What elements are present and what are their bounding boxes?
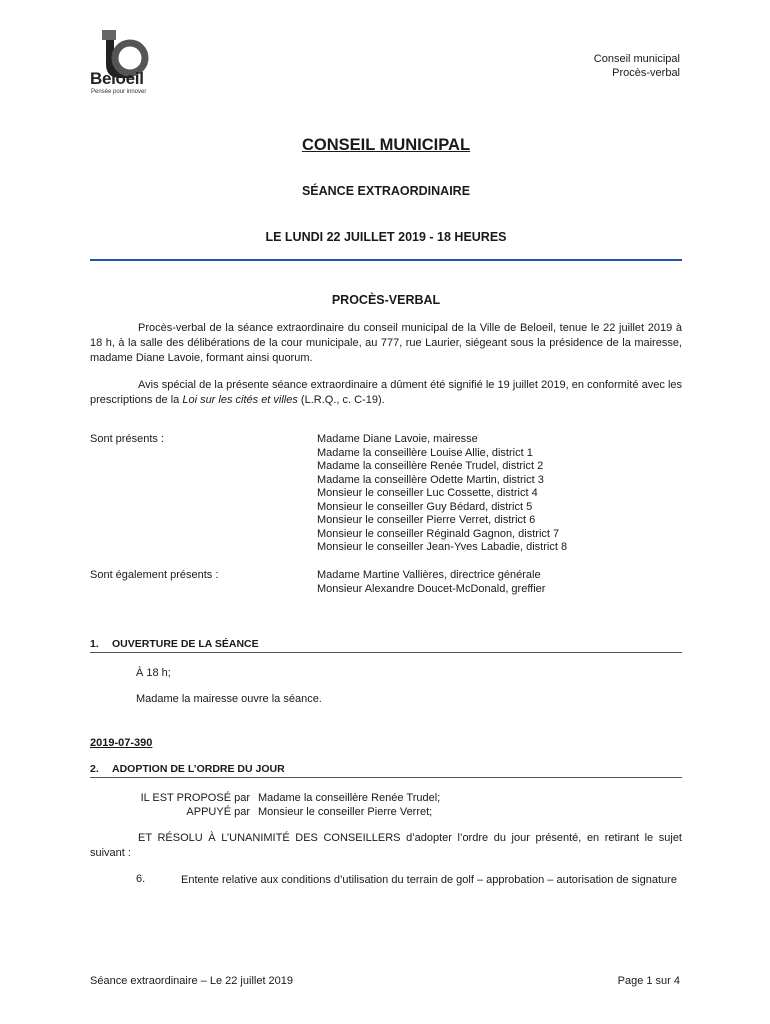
list-item: Madame la conseillère Louise Allie, district 1	[317, 446, 533, 459]
present-list	[317, 433, 567, 555]
notice-paragraph: Avis spécial de la présente séance extraordinaire a dûment été signifié le 19 juillet 2019, en conformité avec les prescriptions de la Loi sur les cités et villes (L.R.Q., c. C-19).	[90, 379, 682, 406]
minutes-heading: PROCÈS-VERBAL	[331, 293, 441, 307]
resolution-number: 2019-07-390	[90, 737, 153, 749]
also-present-label: Sont également présents :	[90, 569, 219, 581]
resolution-paragraph: ET RÉSOLU À L’UNANIMITÉ DES CONSEILLERS d’adopter l’ordre du jour présenté, en retirant le sujet suivant :	[90, 832, 682, 859]
list-item: Monsieur Alexandre Doucet-McDonald, greffier	[317, 582, 546, 595]
list-item: Monsieur le conseiller Luc Cossette, district 4	[317, 487, 538, 499]
removed-item-number: 6.	[136, 873, 146, 885]
proposal-labels	[90, 791, 250, 819]
header-line-2: Procès-verbal	[612, 67, 680, 79]
section-heading-1: 1. OUVERTURE DE LA SÉANCE	[90, 638, 682, 653]
session-type: SÉANCE EXTRAORDINAIRE	[301, 184, 471, 198]
page-number: Page 1 sur 4	[617, 975, 680, 987]
footer-session: Séance extraordinaire – Le 22 juillet 2019	[90, 975, 294, 987]
proposed-by: Madame la conseillère Renée Trudel;	[258, 792, 441, 804]
present-label: Sont présents :	[90, 433, 164, 445]
header-line-1: Conseil municipal	[593, 53, 680, 65]
title-divider	[90, 259, 682, 261]
list-item: Monsieur le conseiller Pierre Verret, district 6	[317, 514, 536, 526]
document-title: CONSEIL MUNICIPAL	[301, 136, 471, 154]
proposed-label: IL EST PROPOSÉ par	[140, 792, 250, 804]
logo-tagline: Pensée pour innover	[91, 89, 147, 95]
document-header-right	[594, 52, 680, 80]
list-item: Madame Diane Lavoie, mairesse	[317, 433, 478, 445]
list-item: Madame la conseillère Renée Trudel, district 2	[317, 460, 544, 472]
list-item: Monsieur le conseiller Guy Bédard, district 5	[317, 500, 533, 513]
opening-statement: Madame la mairesse ouvre la séance.	[136, 693, 322, 705]
session-date: LE LUNDI 22 JUILLET 2019 - 18 HEURES	[265, 230, 507, 244]
list-item: Madame la conseillère Odette Martin, district 3	[317, 473, 544, 486]
list-item: Monsieur le conseiller Jean-Yves Labadie, district 8	[317, 541, 568, 553]
seconded-by: Monsieur le conseiller Pierre Verret;	[258, 806, 433, 818]
law-title: Loi sur les cités et villes	[182, 394, 298, 406]
also-present-list	[317, 569, 545, 596]
opening-time: À 18 h;	[136, 667, 171, 679]
list-item: Madame Martine Vallières, directrice générale	[317, 569, 541, 581]
intro-paragraph: Procès-verbal de la séance extraordinaire du conseil municipal de la Ville de Beloeil, tenue le 22 juillet 2019 à 18 h, à la salle des délibérations de la cour municipale, au 777, rue Laurier, siégeant sous la présidence de la mairesse, madame Diane Lavoie, formant ainsi quorum.	[90, 322, 682, 364]
section-heading-2: 2. ADOPTION DE L’ORDRE DU JOUR	[90, 763, 682, 778]
seconded-label: APPUYÉ par	[186, 806, 250, 818]
list-item: Monsieur le conseiller Réginald Gagnon, district 7	[317, 527, 560, 540]
removed-item-text: Entente relative aux conditions d’utilisation du terrain de golf – approbation – autorisation de signature	[181, 874, 677, 886]
proposal-names	[258, 791, 440, 819]
logo-wordmark: Beloeil	[90, 69, 144, 88]
